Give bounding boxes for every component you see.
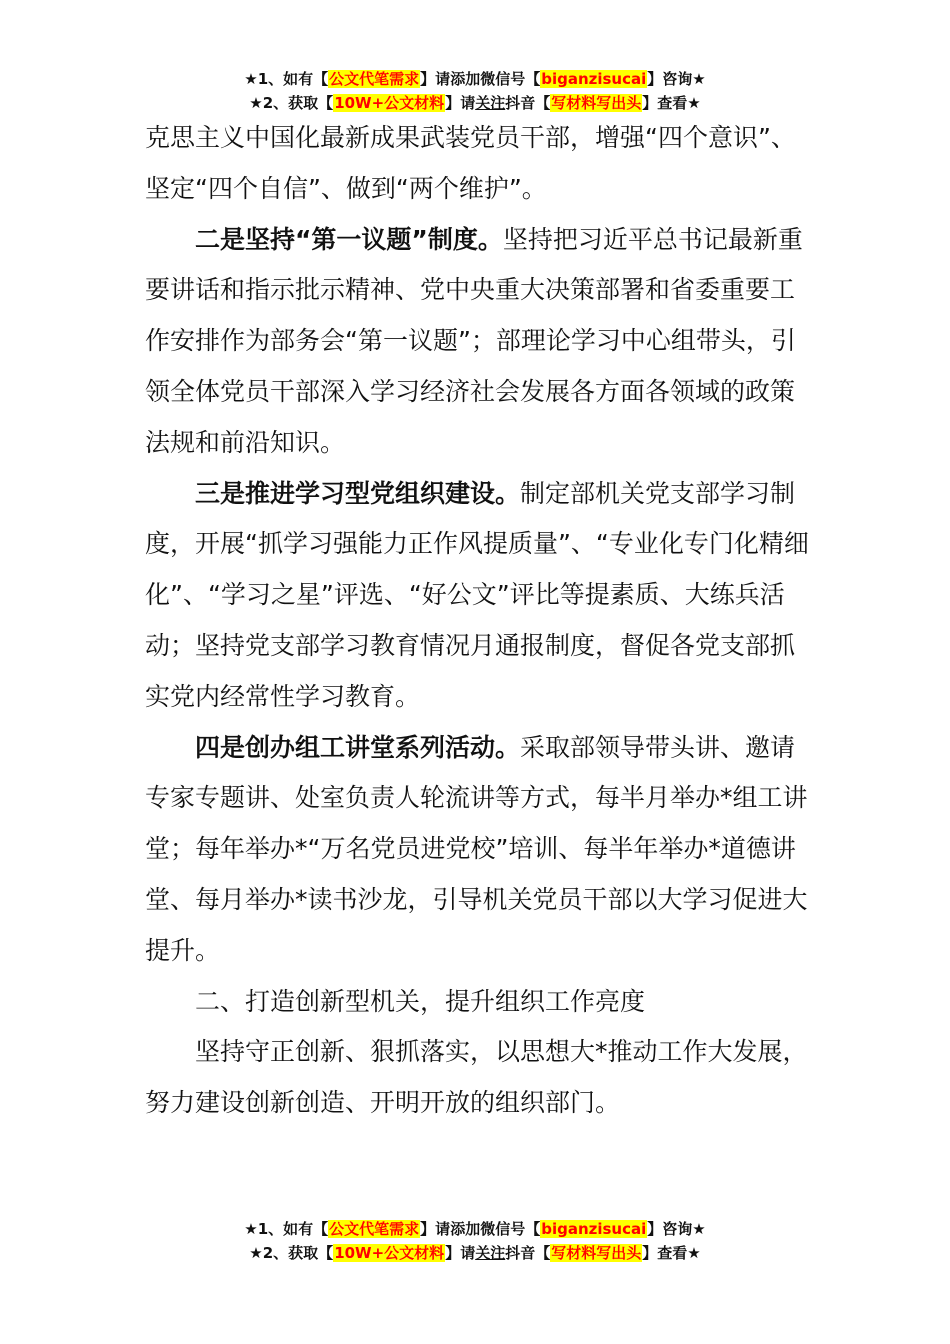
highlight-materials: 10W+公文材料 bbox=[334, 1244, 445, 1262]
header-banner bbox=[0, 67, 950, 115]
banner-line-1: ★1、如有【公文代笔需求】请添加微信号【biganzisucai】咨询★ bbox=[244, 70, 706, 88]
paragraph-innovation: 坚持守正创新、狠抓落实，以思想大*推动工作大发展，努力建设创新创造、开明开放的组织部门。 bbox=[145, 1037, 808, 1118]
footer-banner bbox=[0, 1217, 950, 1265]
paragraph-heading: 三是推进学习型党组织建设。 bbox=[195, 478, 521, 508]
highlight-service: 公文代笔需求 bbox=[329, 1220, 420, 1238]
paragraph-first-agenda: 二是坚持“第一议题”制度。坚持把习近平总书记最新重要讲话和指示批示精神、党中央重大决策部署和省委重要工作安排作为部务会“第一议题”；部理论学习中心组带头，引领全体党员干部深入学习经济社会发展各方面各领域的政策法规和前沿知识。 bbox=[145, 224, 803, 457]
paragraph-continuation: 克思主义中国化最新成果武装党员干部，增强“四个意识”、坚定“四个自信”、做到“两个维护”。 bbox=[145, 123, 796, 203]
banner-line-2: ★2、获取【10W+公文材料】请关注抖音【写材料写出头】查看★ bbox=[249, 94, 701, 112]
highlight-douyin-account: 写材料写出头 bbox=[551, 94, 642, 112]
paragraph-heading: 四是创办组工讲堂系列活动。 bbox=[195, 732, 521, 762]
banner-line-2: ★2、获取【10W+公文材料】请关注抖音【写材料写出头】查看★ bbox=[249, 1244, 701, 1262]
paragraph-lecture-series: 四是创办组工讲堂系列活动。采取部领导带头讲、邀请专家专题讲、处室负责人轮流讲等方式，每半月举办*组工讲堂；每年举办*“万名党员进党校”培训、每半年举办*道德讲堂、每月举办*读书沙龙，引导机关党员干部以大学习促进大提升。 bbox=[145, 732, 808, 965]
highlight-douyin-account: 写材料写出头 bbox=[551, 1244, 642, 1262]
paragraph-learning-organization: 三是推进学习型党组织建设。制定部机关党支部学习制度，开展“抓学习强能力正作风提质量”、“专业化专门化精细化”、“学习之星”评选、“好公文”评比等提素质、大练兵活动；坚持党支部学习教育情况月通报制度，督促各党支部抓实党内经常性学习教育。 bbox=[145, 478, 809, 711]
highlight-service: 公文代笔需求 bbox=[329, 70, 420, 88]
section-heading: 二、打造创新型机关，提升组织工作亮度 bbox=[195, 986, 646, 1016]
highlight-wechat-id: biganzisucai bbox=[541, 1220, 647, 1238]
highlight-materials: 10W+公文材料 bbox=[334, 94, 445, 112]
paragraph-heading: 二是坚持“第一议题”制度。 bbox=[195, 224, 503, 254]
banner-line-1: ★1、如有【公文代笔需求】请添加微信号【biganzisucai】咨询★ bbox=[244, 1220, 706, 1238]
document-body bbox=[145, 113, 815, 1129]
highlight-wechat-id: biganzisucai bbox=[541, 70, 647, 88]
